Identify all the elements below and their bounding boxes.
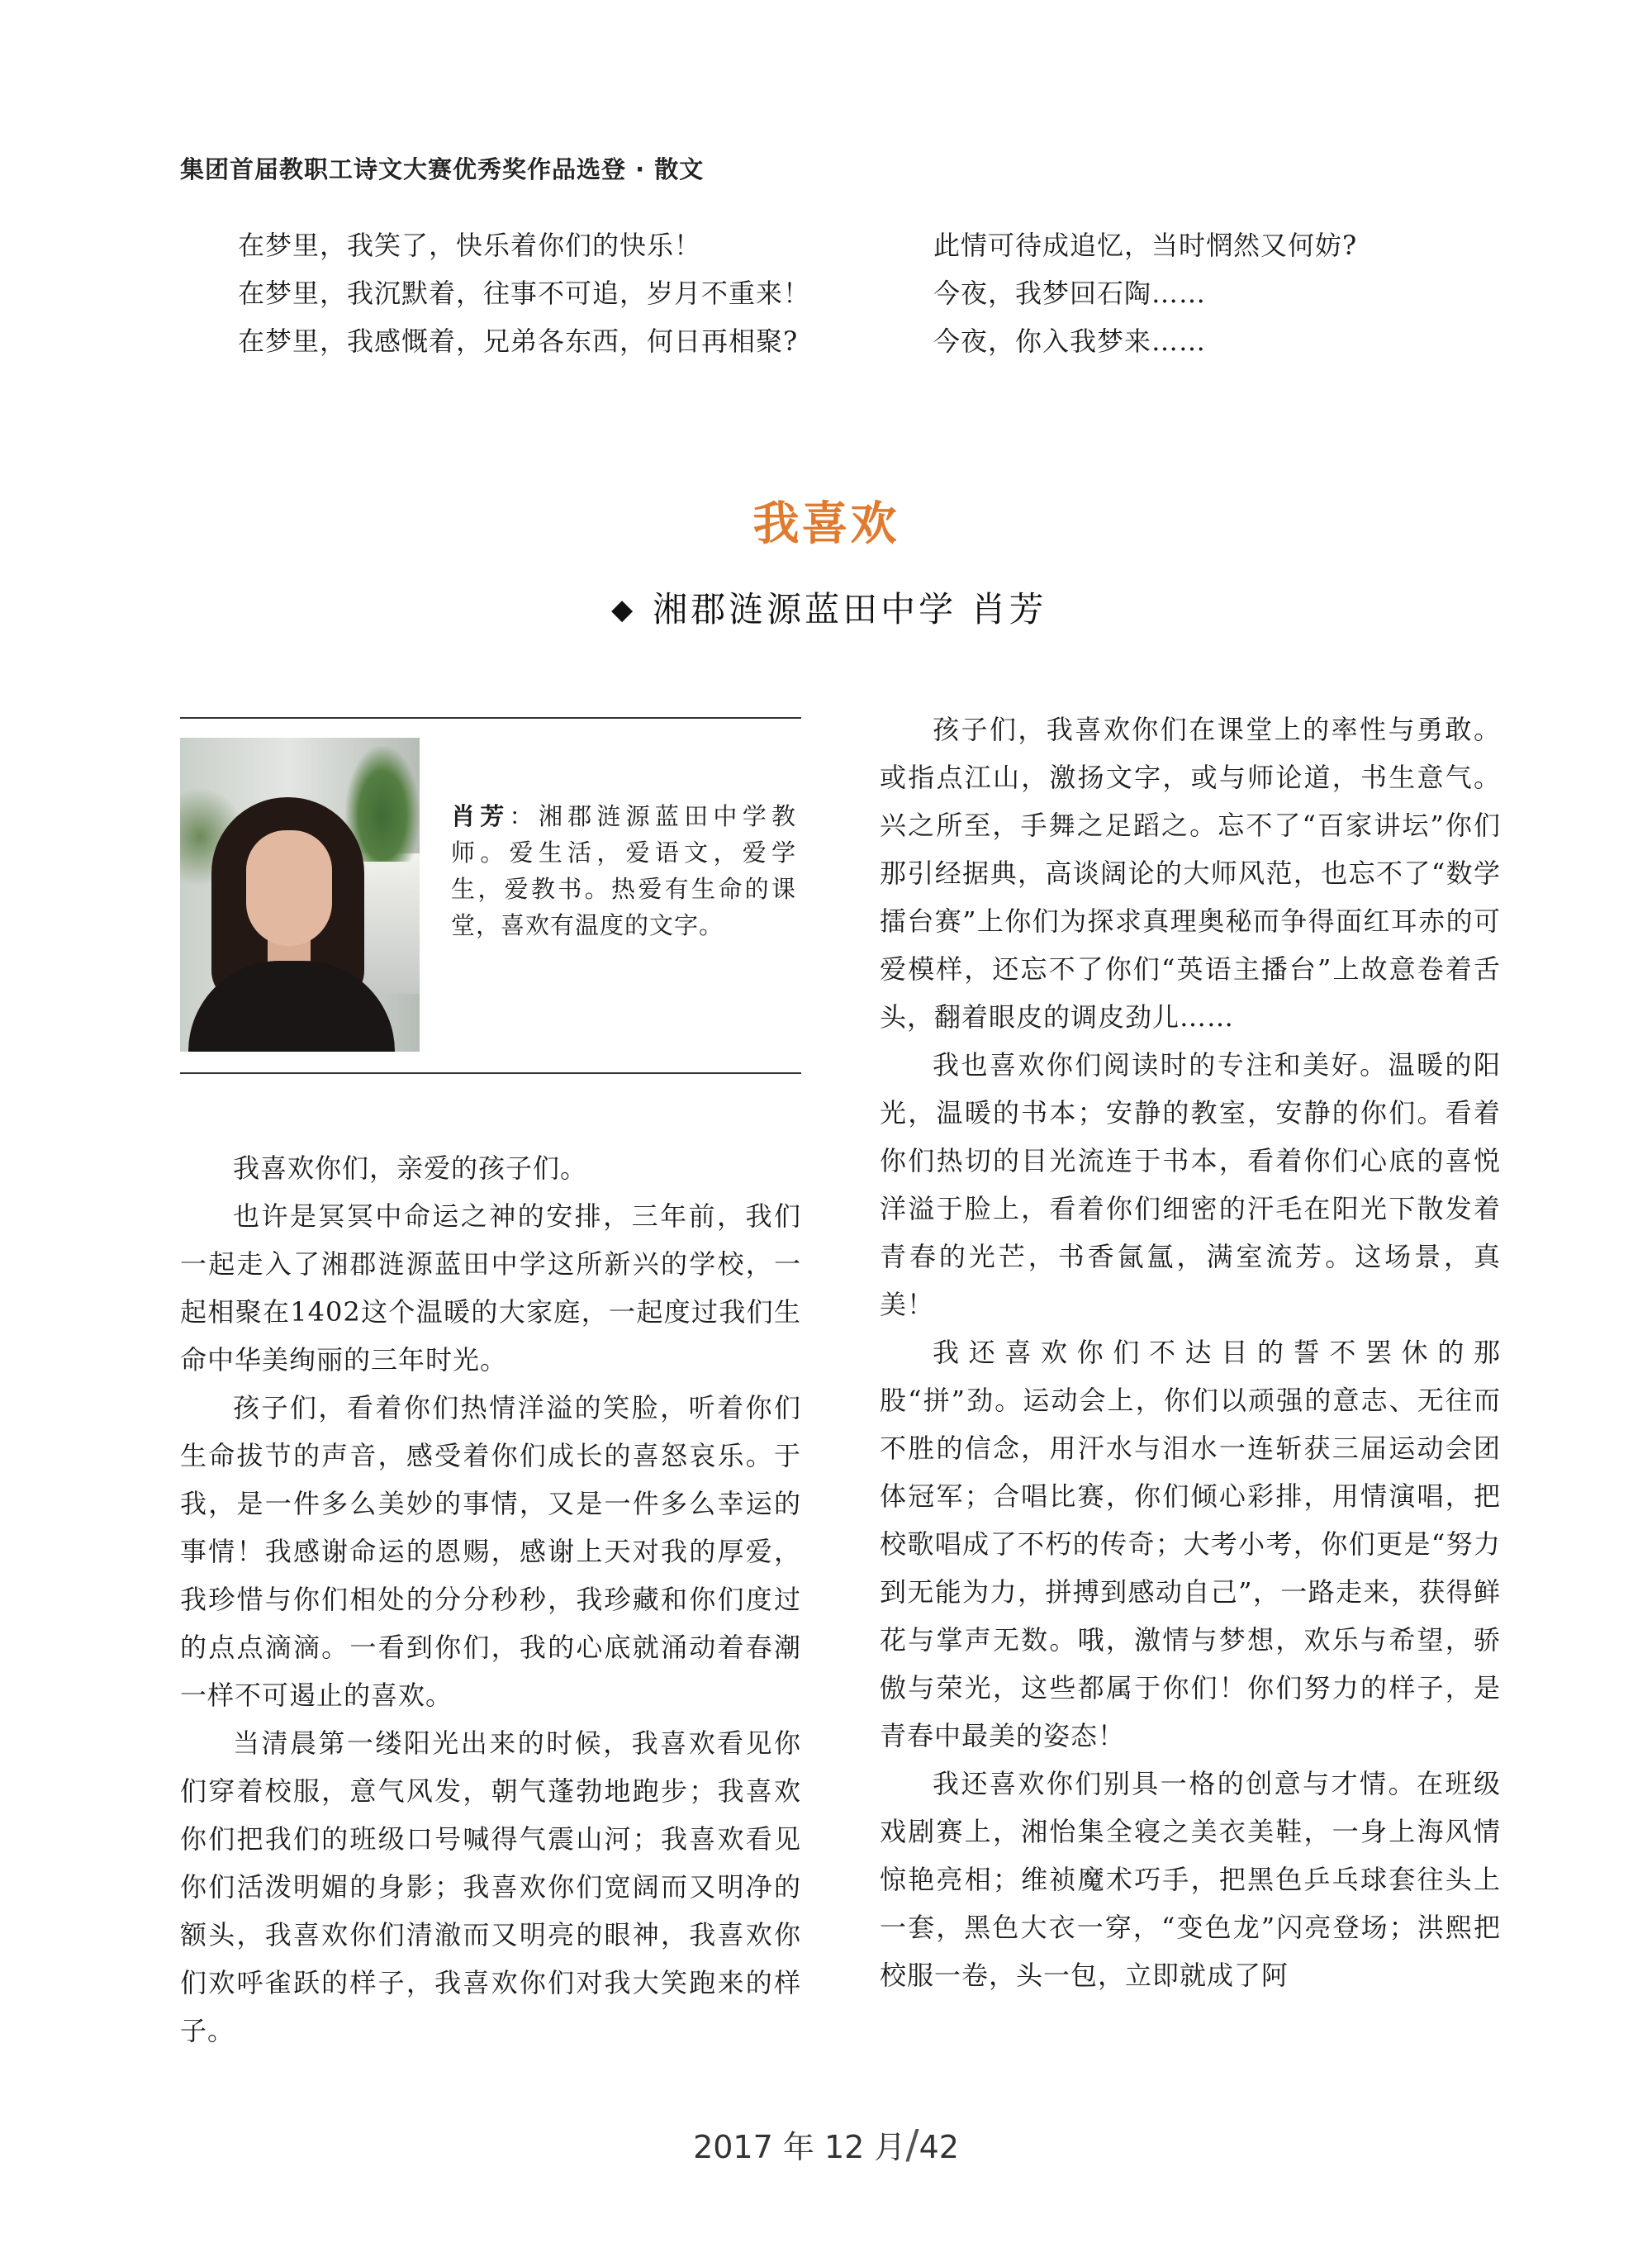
author-bio	[451, 798, 796, 943]
article-title: 我喜欢	[752, 497, 900, 551]
page-footer	[0, 2122, 1652, 2168]
paragraph: 也许是冥冥中命运之神的安排，三年前，我们一起走入了湘郡涟源蓝田中学这所新兴的学校，一起相聚在1402这个温暖的大家庭，一起度过我们生命中华美绚丽的三年时光。	[180, 1200, 801, 1376]
slash-divider-icon: /	[905, 2122, 919, 2168]
paragraph: 我喜欢你们，亲爱的孩子们。	[233, 1152, 588, 1184]
paragraph: 我还喜欢你们别具一格的创意与才情。在班级戏剧赛上，湘怡集全寝之美衣美鞋，一身上海风情惊艳亮相；维祯魔术巧手，把黑色乒乓球套往头上一套，黑色大衣一穿，“变色龙”闪亮登场；洪熙把校服一卷，头一包，立即就成了阿	[880, 1768, 1501, 1991]
author-box-top-rule	[180, 717, 801, 719]
poem-line: 在梦里，我感慨着，兄弟各东西，何日再相聚?	[238, 325, 799, 357]
poem-line: 今夜，我梦回石陶……	[933, 278, 1207, 309]
paragraph: 我还喜欢你们不达目的誓不罢休的那股“拼”劲。运动会上，你们以顽强的意志、无往而不胜的信念，用汗水与泪水一连斩获三届运动会团体冠军；合唱比赛，你们倾心彩排，用情演唱，把校歌唱成了不朽的传奇；大考小考，你们更是“努力到无能为力，拼搏到感动自己”，一路走来，获得鲜花与掌声无数。哦，激情与梦想，欢乐与希望，骄傲与荣光，这些都属于你们！你们努力的样子，是青春中最美的姿态！	[880, 1337, 1501, 1751]
poem-line: 在梦里，我笑了，快乐着你们的快乐！	[238, 230, 702, 261]
author-photo	[180, 738, 420, 1052]
article-left-column	[180, 1144, 801, 2055]
issue-date: 2017 年 12 月	[693, 2129, 906, 2165]
poem-line: 在梦里，我沉默着，往事不可追，岁月不重来！	[238, 278, 811, 309]
diamond-bullet-icon: ◆	[611, 593, 637, 626]
author-byline	[611, 582, 1047, 632]
poem-left-column	[238, 221, 810, 365]
running-header: 集团首届教职工诗文大赛优秀奖作品选登 · 散文	[180, 155, 705, 183]
paragraph: 我也喜欢你们阅读时的专注和美好。温暖的阳光，温暖的书本；安静的教室，安静的你们。看着你们热切的目光流连于书本，看着你们心底的喜悦洋溢于脸上，看着你们细密的汗毛在阳光下散发着青春的光芒，书香氤氲，满室流芳。这场景，真美！	[880, 1049, 1501, 1320]
paragraph: 孩子们，我喜欢你们在课堂上的率性与勇敢。或指点江山，激扬文字，或与师论道，书生意气。兴之所至，手舞之足蹈之。忘不了“百家讲坛”你们那引经据典，高谈阔论的大师风范，也忘不了“数学擂台赛”上你们为探求真理奥秘而争得面红耳赤的可爱模样，还忘不了你们“英语主播台”上故意卷着舌头，翻着眼皮的调皮劲儿……	[880, 714, 1501, 1033]
author-box-bottom-rule	[180, 1072, 801, 1074]
author-name: 肖芳	[451, 802, 510, 830]
paragraph: 当清晨第一缕阳光出来的时候，我喜欢看见你们穿着校服，意气风发，朝气蓬勃地跑步；我喜欢你们把我们的班级口号喊得气震山河；我喜欢看见你们活泼明媚的身影；我喜欢你们宽阔而又明净的额头，我喜欢你们清澈而又明亮的眼神，我喜欢你们欢呼雀跃的样子，我喜欢你们对我大笑跑来的样子。	[180, 1727, 801, 2046]
author-bio-text: ：湘郡涟源蓝田中学教师。爱生活，爱语文，爱学生，爱教书。热爱有生命的课堂，喜欢有温度的文字。	[451, 802, 796, 939]
poem-line: 此情可待成追忆，当时惘然又何妨?	[933, 230, 1358, 261]
paragraph: 孩子们，看着你们热情洋溢的笑脸，听着你们生命拔节的声音，感受着你们成长的喜怒哀乐。于我，是一件多么美妙的事情，又是一件多么幸运的事情！我感谢命运的恩赐，感谢上天对我的厚爱，我珍惜与你们相处的分分秒秒，我珍藏和你们度过的点点滴滴。一看到你们，我的心底就涌动着春潮一样不可遏止的喜欢。	[180, 1392, 801, 1711]
poem-line: 今夜，你入我梦来……	[933, 325, 1207, 357]
poem-right-column	[933, 221, 1357, 365]
page-number: 42	[919, 2129, 959, 2165]
byline-text: 湘郡涟源蓝田中学 肖芳	[653, 589, 1047, 630]
article-right-column	[880, 706, 1501, 1999]
